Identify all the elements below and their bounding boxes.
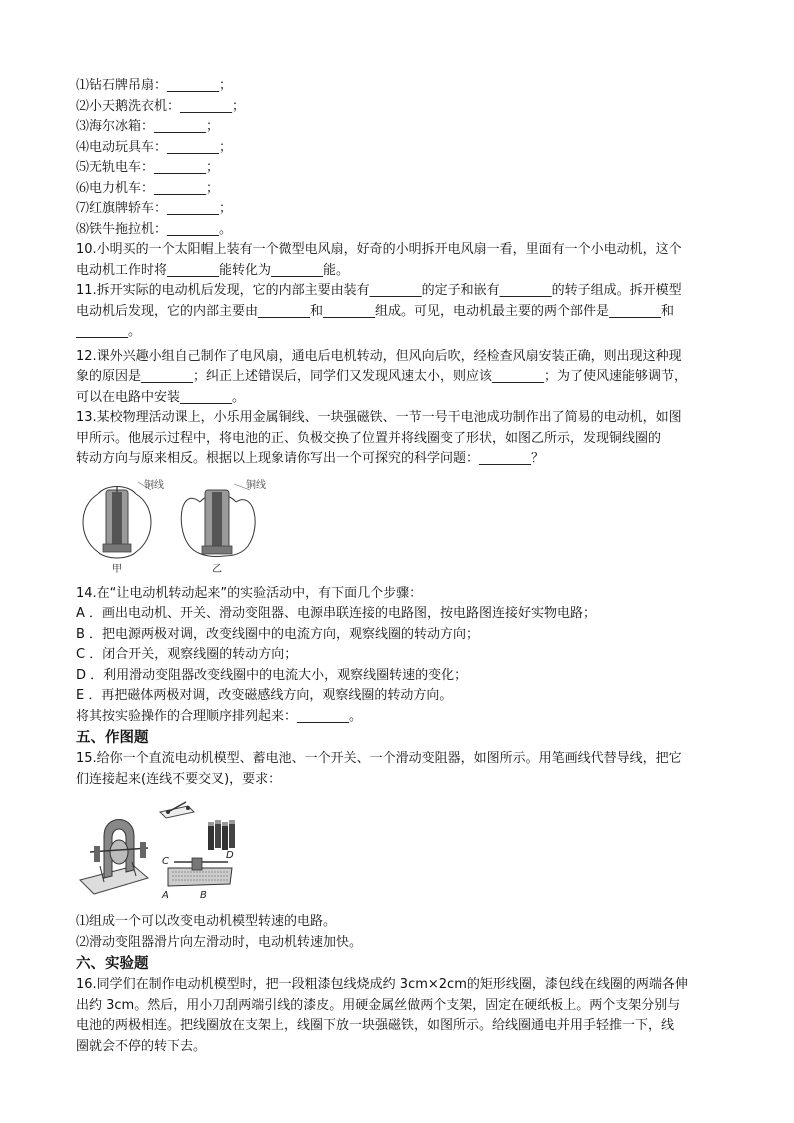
terminal-b-label: B [200, 890, 207, 901]
figure-label-b: 乙 [212, 563, 222, 575]
list-item: ⑸无轨电车：________； [76, 160, 220, 175]
circuit-illustration [76, 796, 256, 912]
list-item: ⑶海尔冰箱：________； [76, 119, 220, 134]
requirement-item: ⑵滑动变阻器滑片向左滑动时，电动机转速加快。 [76, 934, 363, 950]
question-line: 出约 3cm。然后，用小刀刮两端引线的漆皮。用硬金属丝做两个支架，固定在硬纸板上。两个支架分别与 [76, 997, 681, 1013]
section-heading: 五、作图题 [76, 730, 149, 746]
question-line: 可以在电路中安装________。 [76, 389, 246, 405]
question-line: 们连接起来(连线不要交叉)，要求： [76, 771, 282, 787]
list-item: ⑵小天鹅洗衣机：________； [76, 98, 246, 114]
switch [160, 802, 194, 818]
appliance-list [76, 76, 718, 240]
figure-label-a: 甲 [112, 563, 122, 575]
option-d: D ．利用滑动变阻器改变线圈中的电流大小，观察线圈转速的变化； [76, 667, 468, 683]
figure-copper-wire-motors [76, 476, 718, 580]
terminal-d-label: D [226, 850, 234, 861]
list-item: ⑻铁牛拖拉机：________。 [76, 221, 233, 237]
question-line: 16.同学们在制作电动机模型时，把一段粗漆包线烧成约 3cm×2cm的矩形线圈，漆包线在线圈的两端各伸 [76, 977, 688, 992]
question-12 [76, 347, 718, 409]
list-item: ⑴钻石牌吊扇：________； [76, 78, 233, 93]
figure-circuit-components [76, 796, 718, 912]
question-line: 圈就会不停的转下去。 [76, 1038, 207, 1054]
rheostat [168, 858, 232, 886]
question-11 [76, 281, 718, 343]
question-15 [76, 749, 718, 790]
terminal-c-label: C [162, 856, 169, 867]
section-heading: 六、实验题 [76, 956, 149, 972]
list-item: ⑺红旗牌轿车：________； [76, 201, 233, 216]
option-b: B ．把电源两极对调，改变线圈中的电流方向，观察线圈的转动方向； [76, 626, 480, 642]
question-16 [76, 975, 718, 1057]
option-c: C ．闭合开关，观察线圈的转动方向； [76, 647, 298, 662]
terminal-a-label: A [162, 890, 169, 901]
question-line: 13.某校物理活动课上，小乐用金属铜线、一块强磁铁、一节一号干电池成功制作出了简易的电动机，如图 [76, 410, 682, 425]
battery [208, 820, 235, 850]
question-line: 10.小明买的一个太阳帽上装有一个微型电风扇，好奇的小明拆开电风扇一看，里面有一个小电动机，这个 [76, 242, 682, 257]
question-line: 12.课外兴趣小组自己制作了电风扇，通电后电机转动，但风向后吹，经检查风扇安装正确，则出现这种现 [76, 348, 682, 364]
question-10 [76, 240, 718, 281]
copper-wire-label-b: 铜线 [246, 479, 266, 491]
motor-a [83, 486, 151, 558]
copper-wire-label-a: 铜线 [144, 479, 164, 491]
list-item: ⑷电动玩具车：________； [76, 139, 233, 155]
question-line: 转动方向与原来相反。根据以上现象请你写出一个可探究的科学问题：________？ [76, 451, 545, 466]
question-15-requirements [76, 912, 718, 953]
question-line: 14.在“让电动机转动起来”的实验活动中，有下面几个步骤： [76, 585, 423, 601]
list-item: ⑹电力机车：________； [76, 180, 220, 196]
question-14 [76, 584, 718, 728]
option-a: A ．画出电动机、开关、滑动变阻器、电源串联连接的电路图，按电路图连接好实物电路； [76, 606, 597, 621]
question-line: 电动机工作时将________能转化为________能。 [76, 262, 350, 278]
requirement-item: ⑴组成一个可以改变电动机模型转速的电路。 [76, 914, 337, 929]
question-line: 象的原因是________；纠正上述错误后，同学们又发现风速太小，则应该________；为了使风速能够调节， [76, 369, 688, 384]
question-line: 11.拆开实际的电动机后发现，它的内部主要由装有________的定子和嵌有________的转子组成。拆开模型 [76, 283, 682, 298]
motor-illustration [76, 476, 306, 580]
question-line: ________。 [76, 324, 142, 339]
question-13 [76, 408, 718, 470]
question-line: 将其按实验操作的合理顺序排列起来：________。 [76, 708, 363, 724]
motor-b [181, 490, 255, 557]
question-line: 15.给你一个直流电动机模型、蓄电池、一个开关、一个滑动变阻器，如图所示。用笔画线代替导线，把它 [76, 751, 682, 766]
motor-model [80, 820, 148, 895]
question-line: 电池的两极相连。把线圈放在支架上，线圈下放一块强磁铁，如图所示。给线圈通电并用手轻推一下，线 [76, 1018, 675, 1033]
question-line: 电动机后发现，它的内部主要由________和________组成。可见，电动机最主要的两个部件是________和 [76, 303, 675, 319]
worksheet-page [76, 76, 718, 1057]
question-line: 甲所示。他展示过程中，将电池的正、负极交换了位置并将线圈变了形状，如图乙所示，发现铜线圈的 [76, 430, 662, 446]
option-e: E ．再把磁体两极对调，改变磁感线方向，观察线圈的转动方向。 [76, 688, 453, 703]
